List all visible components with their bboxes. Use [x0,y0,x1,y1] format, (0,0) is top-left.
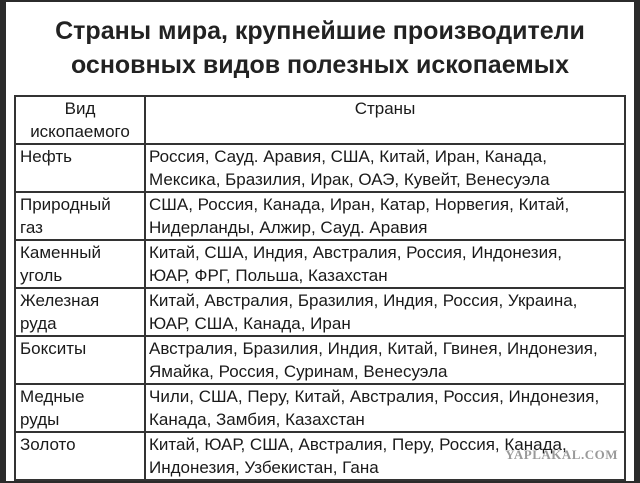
table-row [15,384,625,432]
mineral-name: Природный газ [15,192,145,240]
mineral-name: Медные руды [15,384,145,432]
title-line-2: основных видов полезных ископаемых [70,51,570,79]
countries-list: Чили, США, Перу, Китай, Австралия, Россия, Индонезия, Канада, Замбия, Казахстан [145,384,625,432]
table-row [15,192,625,240]
table-row [15,240,625,288]
mineral-name: Каменный уголь [15,240,145,288]
countries-list: Китай, США, Индия, Австралия, Россия, Индонезия, ЮАР, ФРГ, Польша, Казахстан [145,240,625,288]
mineral-name: Железная руда [15,288,145,336]
countries-list: Китай, Австралия, Бразилия, Индия, Россия, Украина, ЮАР, США, Канада, Иран [145,288,625,336]
countries-list: США, Россия, Канада, Иран, Катар, Норвегия, Китай, Нидерланды, Алжир, Сауд. Аравия [145,192,625,240]
header-countries: Страны [145,96,625,144]
page-title [0,14,640,82]
mineral-name: Золото [15,432,145,480]
countries-list: Китай, ЮАР, США, Австралия, Перу, Россия, Канада, Индонезия, Узбекистан, Гана [145,432,625,480]
title-line-1: Страны мира, крупнейшие производители [55,17,585,45]
watermark: YAPLAKAL.COM [505,447,618,462]
countries-list: Россия, Сауд. Аравия, США, Китай, Иран, Канада, Мексика, Бразилия, Ирак, ОАЭ, Кувейт, Венесуэла [145,144,625,192]
minerals-table [14,95,626,481]
header-mineral-type: Вид ископаемого [15,96,145,144]
table-row [15,144,625,192]
mineral-name: Нефть [15,144,145,192]
table-header-row [15,96,625,144]
table-row [15,336,625,384]
mineral-name: Бокситы [15,336,145,384]
countries-list: Австралия, Бразилия, Индия, Китай, Гвинея, Индонезия, Ямайка, Россия, Суринам, Венесуэла [145,336,625,384]
table-row [15,288,625,336]
